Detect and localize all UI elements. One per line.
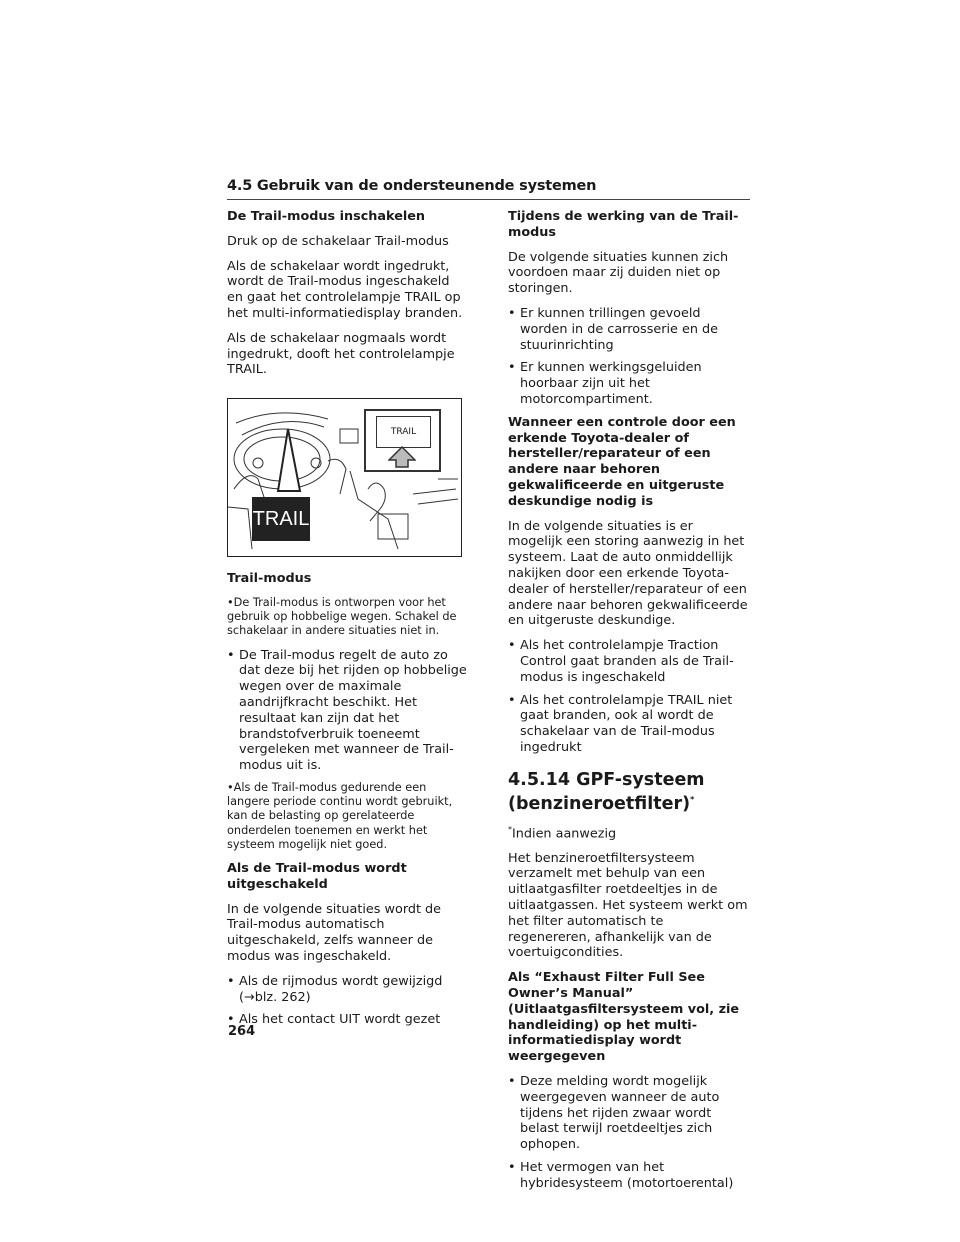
press-arrow-icon — [388, 446, 416, 468]
note-text: De Trail-modus is ontworpen voor het gebruik op hobbelige wegen. Schakel de schakelaar in andere situaties niet in. — [227, 595, 457, 638]
availability-asterisk: * — [508, 824, 512, 834]
paragraph: In de volgende situaties is er mogelijk een storing aanwezig in het systeem. Laat de auto onmiddellijk nakijken door een erkende Toyota-dealer of hersteller/reparateur of een andere naar behoren gekwalificeerde en uitgeruste deskundige. — [508, 518, 748, 629]
bullet-item: • Als het contact UIT wordt gezet — [227, 1012, 467, 1028]
section-header: 4.5 Gebruik van de ondersteunende systemen — [227, 178, 597, 194]
bullet-item: • Er kunnen trillingen gevoeld worden in de carrosserie en de stuurinrichting — [508, 306, 748, 353]
bullet-item: • Het vermogen van het hybridesysteem (motortoerental) — [508, 1160, 748, 1192]
heading-dealer: Wanneer een controle door een erkende Toyota-dealer of hersteller/reparateur of een andere naar behoren gekwalificeerde en uitgeruste deskundige nodig is — [508, 414, 736, 509]
note — [227, 596, 467, 639]
paragraph: In de volgende situaties wordt de Trail-modus automatisch uitgeschakeld, zelfs wanneer de modus was ingeschakeld. — [227, 901, 442, 964]
heading-exhaust-message: Als “Exhaust Filter Full See Owner’s Manual” (Uitlaatgasfiltersysteem vol, zie handleiding) op het multi-informatiedisplay wordt weergegeven — [508, 970, 740, 1065]
heading-gpf — [508, 770, 748, 814]
paragraph: De volgende situaties kunnen zich voordoen maar zij duiden niet op storingen. — [508, 249, 729, 297]
left-column — [227, 209, 467, 1035]
bullet-item: • Deze melding wordt mogelijk weergegeven wanneer de auto tijdens het rijden zwaar wordt belast terwijl roetdeeltjes zich ophopen. — [508, 1074, 748, 1153]
paragraph: Als de schakelaar nogmaals wordt ingedrukt, dooft het controlelampje TRAIL. — [227, 330, 455, 378]
section-divider — [227, 199, 750, 200]
paragraph: Het benzineroetfiltersysteem verzamelt met behulp van een uitlaatgasfilter roetdeeltjes in de uitlaatgassen. Het systeem werkt om het filter automatisch te regenereren, afhankelijk van de voertuigcondities. — [508, 850, 748, 961]
bullet-item: • Er kunnen werkingsgeluiden hoorbaar zijn uit het motorcompartiment. — [508, 360, 748, 407]
availability-text: Indien aanwezig — [512, 825, 617, 841]
right-column — [508, 209, 748, 1199]
bullet-item: • Als het controlelampje Traction Control gaat branden als de Trail-modus is ingeschakeld — [508, 638, 748, 685]
heading-trail-mode: Trail-modus — [227, 571, 312, 587]
bullet-item: • Als het controlelampje TRAIL niet gaat branden, ook al wordt de schakelaar van de Trail-modus ingedrukt — [508, 693, 748, 756]
availability-asterisk: * — [690, 794, 695, 804]
heading-trail-off: Als de Trail-modus wordt uitgeschakeld — [227, 860, 407, 892]
heading-gpf-text: 4.5.14 GPF-systeem (benzineroetfilter) — [508, 769, 705, 814]
note-text: Als de Trail-modus gedurende een langere periode continu wordt gebruikt, kan de belasting op gerelateerde onderdelen toenemen en werkt het systeem mogelijk niet goed. — [227, 780, 453, 851]
bullet-item: • De Trail-modus regelt de auto zo dat deze bij het rijden op hobbelige wegen over de maximale aandrijfkracht beschikt. Het resultaat kan zijn dat het brandstofverbruik toeneemt vergeleken met wanneer de Trail-modus uit is. — [227, 648, 467, 774]
page-number: 264 — [228, 1024, 256, 1039]
paragraph: Als de schakelaar wordt ingedrukt, wordt de Trail-modus ingeschakeld en gaat het controlelampje TRAIL op het multi-informatiedisplay branden. — [227, 258, 463, 321]
availability-note — [508, 822, 748, 842]
trail-switch-button: TRAIL — [376, 416, 431, 448]
note — [227, 781, 467, 852]
trail-switch-illustration — [227, 398, 462, 557]
trail-switch-callout — [364, 409, 441, 472]
paragraph: Druk op de schakelaar Trail-modus — [227, 233, 449, 249]
heading-during: Tijdens de werking van de Trail-modus — [508, 209, 739, 240]
heading-trail-on: De Trail-modus inschakelen — [227, 209, 426, 224]
bullet-item: • Als de rijmodus wordt gewijzigd (→blz. 262) — [227, 974, 467, 1006]
trail-indicator-badge: TRAIL — [252, 497, 310, 541]
